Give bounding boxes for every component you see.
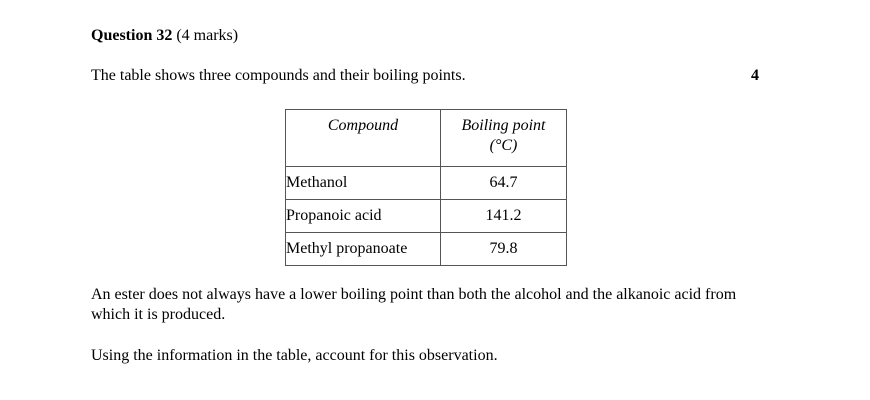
question-marks: (4 marks) bbox=[176, 27, 239, 44]
compound-cell: Methyl propanoate bbox=[286, 233, 441, 266]
observation-paragraph: An ester does not always have a lower boiling point than both the alcohol and the alkanoic acid from which it is produced. bbox=[91, 286, 737, 323]
table-row bbox=[286, 167, 567, 200]
header-boiling-unit: (°C) bbox=[489, 137, 518, 154]
question-title: Question 32 bbox=[91, 27, 173, 44]
compound-cell: Propanoic acid bbox=[286, 200, 441, 233]
header-compound: Compound bbox=[286, 110, 441, 167]
header-boiling-line1: Boiling point bbox=[461, 117, 546, 134]
boiling-point-table bbox=[285, 109, 567, 266]
table-row bbox=[286, 233, 567, 266]
margin-marks: 4 bbox=[751, 67, 759, 84]
boiling-point-cell: 141.2 bbox=[441, 200, 567, 233]
boiling-point-cell: 79.8 bbox=[441, 233, 567, 266]
question-heading bbox=[91, 26, 238, 46]
header-boiling-point bbox=[441, 110, 567, 167]
table-header-row bbox=[286, 110, 567, 167]
compound-cell: Methanol bbox=[286, 167, 441, 200]
instruction-paragraph: Using the information in the table, account for this observation. bbox=[91, 347, 498, 364]
question-intro: The table shows three compounds and their boiling points. bbox=[91, 67, 466, 84]
table-row bbox=[286, 200, 567, 233]
boiling-point-cell: 64.7 bbox=[441, 167, 567, 200]
